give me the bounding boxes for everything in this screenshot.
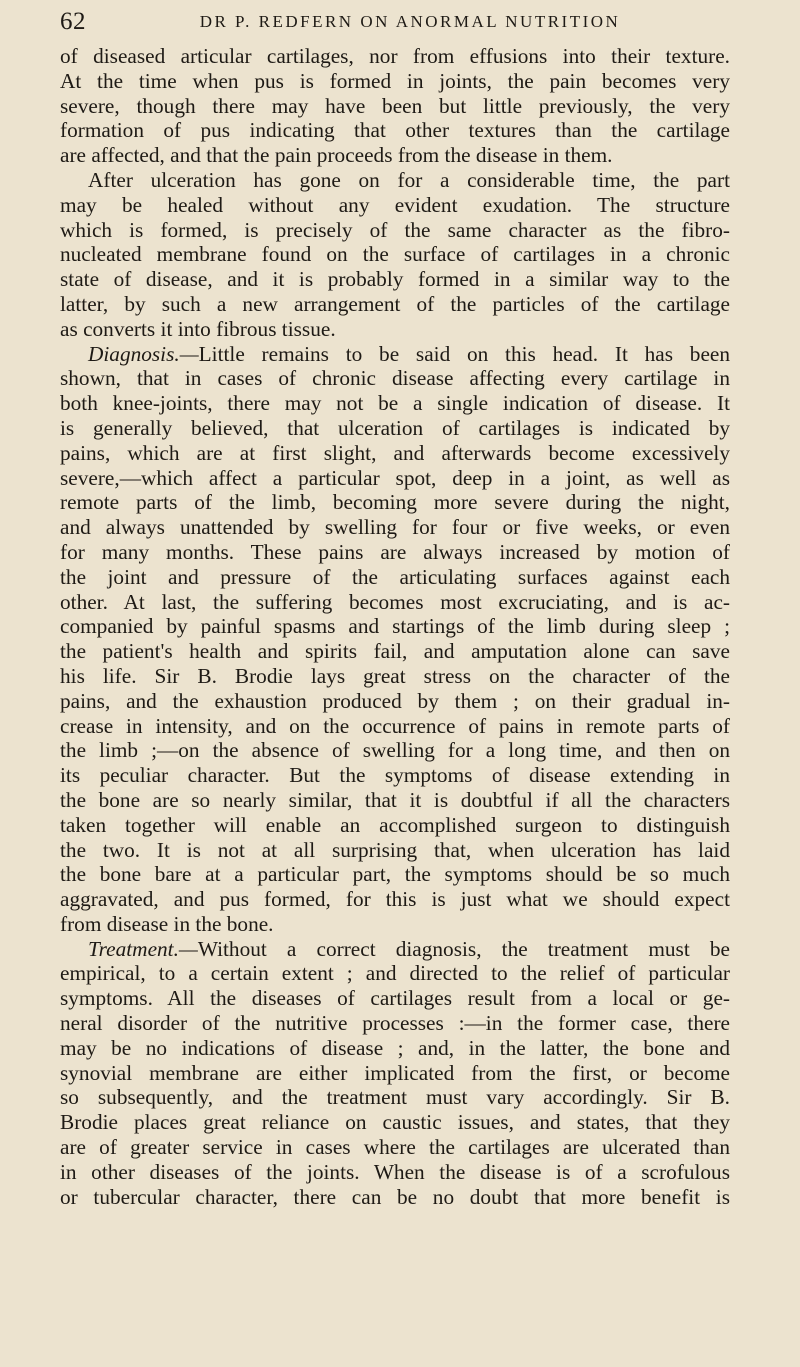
text-line: remote parts of the limb, becoming more severe during the night, [60, 490, 730, 515]
text-line: the bone bare at a particular part, the symptoms should be so much [60, 862, 730, 887]
text-line: taken together will enable an accomplished surgeon to distinguish [60, 812, 730, 837]
body-text [60, 44, 730, 1209]
text-line: After ulceration has gone on for a considerable time, the part [88, 167, 730, 192]
text-line-treatment [60, 937, 730, 962]
text-line: and always unattended by swelling for four or five weeks, or even [60, 515, 730, 540]
text-line: the limb ;—on the absence of swelling for a long time, and then on [60, 738, 730, 763]
text-line: pains, which are at first slight, and afterwards become excessively [60, 440, 730, 465]
text-line: severe,—which affect a particular spot, deep in a joint, as well as [60, 465, 730, 490]
text-line: aggravated, and pus formed, for this is just what we should expect [60, 887, 730, 912]
text-line: are affected, and that the pain proceeds from the disease in them. [60, 143, 613, 168]
text-line: companied by painful spasms and startings of the limb during sleep ; [60, 614, 730, 639]
text-line: state of disease, and it is probably formed in a similar way to the [60, 267, 730, 292]
text-line: the patient's health and spirits fail, and amputation alone can save [60, 639, 730, 664]
running-head [60, 0, 730, 42]
text-line: the joint and pressure of the articulating surfaces against each [60, 564, 730, 589]
text-line: for many months. These pains are always increased by motion of [60, 539, 730, 564]
text-line: neral disorder of the nutritive processes :—in the former case, there [60, 1011, 730, 1036]
diagnosis-heading: Diagnosis.— [88, 341, 199, 366]
text-line: which is formed, is precisely of the same character as the fibro- [60, 217, 730, 242]
running-title: DR P. REDFERN ON ANORMAL NUTRITION [199, 12, 621, 31]
text-line: pains, and the exhaustion produced by them ; on their gradual in- [60, 688, 730, 713]
text-line: empirical, to a certain extent ; and directed to the relief of particular [60, 961, 730, 986]
text-line: of diseased articular cartilages, nor from effusions into their texture. [60, 44, 730, 68]
text-line: formation of pus indicating that other textures than the cartilage [60, 118, 730, 143]
text-line: are of greater service in cases where the cartilages are ulcerated than [60, 1135, 730, 1160]
text-line: nucleated membrane found on the surface of cartilages in a chronic [60, 242, 730, 267]
text-line: its peculiar character. But the symptoms of disease extending in [60, 763, 730, 788]
text-line: severe, though there may have been but little previously, the very [60, 93, 730, 118]
text-line: latter, by such a new arrangement of the particles of the cartilage [60, 291, 730, 316]
page-number: 62 [60, 8, 86, 35]
text-line: At the time when pus is formed in joints, the pain becomes very [60, 68, 730, 93]
text-line: from disease in the bone. [60, 911, 274, 936]
text-line: synovial membrane are either implicated from the first, or become [60, 1060, 730, 1085]
text-line: or tubercular character, there can be no doubt that more benefit is [60, 1184, 730, 1209]
text-line: symptoms. All the diseases of cartilages result from a local or ge- [60, 986, 730, 1011]
text-line: Brodie places great reliance on caustic issues, and states, that they [60, 1110, 730, 1135]
text-line: the bone are so nearly similar, that it is doubtful if all the characters [60, 787, 730, 812]
text-line: is generally believed, that ulceration of cartilages is indicated by [60, 415, 730, 440]
treatment-lead: Without a correct diagnosis, the treatment must be [197, 936, 730, 961]
text-line: may be healed without any evident exudation. The structure [60, 192, 730, 217]
text-line: crease in intensity, and on the occurrence of pains in remote parts of [60, 713, 730, 738]
text-line: as converts it into fibrous tissue. [60, 316, 336, 341]
text-line: both knee-joints, there may not be a single indication of disease. It [60, 391, 730, 416]
text-line: may be no indications of disease ; and, in the latter, the bone and [60, 1035, 730, 1060]
text-line-diagnosis [60, 342, 730, 367]
treatment-heading: Treatment.— [88, 936, 198, 961]
text-line: his life. Sir B. Brodie lays great stress on the character of the [60, 663, 730, 688]
text-line: so subsequently, and the treatment must vary accordingly. Sir B. [60, 1085, 730, 1110]
text-line: other. At last, the suffering becomes most excruciating, and is ac- [60, 589, 730, 614]
text-line: in other diseases of the joints. When the disease is of a scrofulous [60, 1159, 730, 1184]
diagnosis-lead: Little remains to be said on this head. It has been [198, 341, 730, 366]
text-line: shown, that in cases of chronic disease affecting every cartilage in [60, 366, 730, 391]
text-line: the two. It is not at all surprising that, when ulceration has laid [60, 837, 730, 862]
